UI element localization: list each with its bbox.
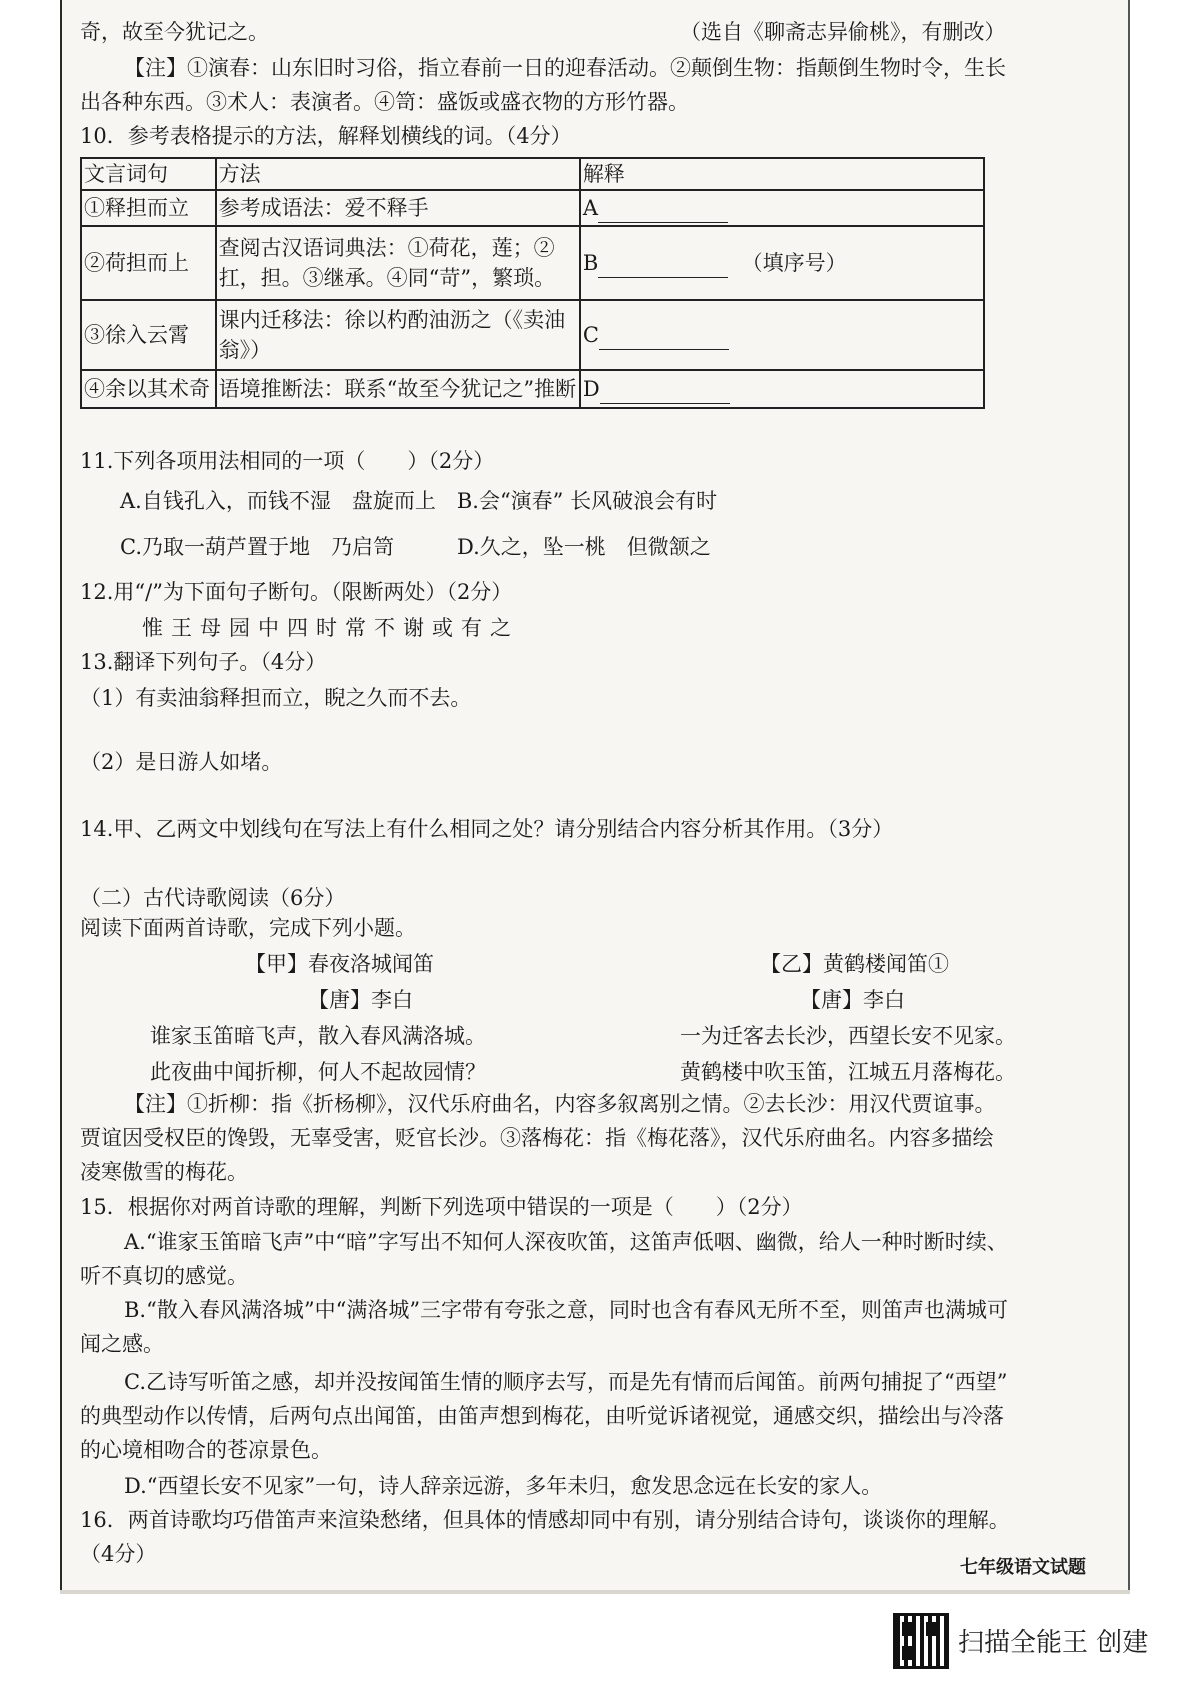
table-cell-answer xyxy=(580,300,984,370)
table-cell-answer xyxy=(580,190,984,226)
poem-2-line-2: 黄鹤楼中吹玉笛，江城五月落梅花。 xyxy=(680,1060,1016,1084)
table-header: 解释 xyxy=(580,158,984,190)
poem-1-line-2: 此夜曲中闻折柳，何人不起故园情？ xyxy=(150,1060,486,1084)
poem-2-author: 【唐】李白 xyxy=(800,988,905,1012)
answer-blank[interactable] xyxy=(600,383,730,404)
table-cell-answer xyxy=(580,226,984,300)
section-2-intro: 阅读下面两首诗歌，完成下列小题。 xyxy=(80,916,416,940)
page-bottom-edge xyxy=(60,1590,1130,1594)
answer-blank[interactable] xyxy=(598,257,728,278)
table-cell-method: 课内迁移法：徐以杓酌油沥之（《卖油翁》） xyxy=(216,300,580,370)
answer-letter: A xyxy=(582,196,598,220)
question-11: 11.下列各项用法相同的一项（ ）（2分） xyxy=(80,449,495,473)
table-row xyxy=(81,370,984,408)
table-cell-phrase: ④余以其术奇 xyxy=(81,370,216,408)
note-1-line-b: 出各种东西。③术人：表演者。④笥：盛饭或盛衣物的方形竹器。 xyxy=(80,90,689,114)
question-16: 16．两首诗歌均巧借笛声来渲染愁绪，但具体的情感却同中有别，请分别结合诗句，谈谈你的理解。 xyxy=(80,1508,1010,1532)
q10-table xyxy=(80,157,985,409)
poem-2-line-1: 一为迁客去长沙，西望长安不见家。 xyxy=(680,1024,1016,1048)
passage-end-line: 奇，故至今犹记之。 xyxy=(80,20,269,44)
table-cell-phrase: ②荷担而上 xyxy=(81,226,216,300)
table-cell-method: 查阅古汉语词典法：①荷花，莲；②扛，担。③继承。④同“苛”，繁琐。 xyxy=(216,226,580,300)
scanner-watermark: 扫描全能王 创建 xyxy=(958,1628,1149,1658)
table-row xyxy=(81,190,984,226)
section-2-title: （二）古代诗歌阅读（6分） xyxy=(80,886,346,910)
poem-2-title: 【乙】黄鹤楼闻笛① xyxy=(760,952,949,976)
table-row xyxy=(81,300,984,370)
q13-item-1: （1）有卖油翁释担而立，睨之久而不去。 xyxy=(80,686,472,710)
question-16-score: （4分） xyxy=(80,1542,157,1566)
q15-option-a-2: 听不真切的感觉。 xyxy=(80,1264,248,1288)
note-2-line-c: 凌寒傲雪的梅花。 xyxy=(80,1160,248,1184)
question-10: 10．参考表格提示的方法，解释划横线的词。（4分） xyxy=(80,124,572,148)
answer-blank[interactable] xyxy=(599,329,729,350)
source-citation: （选自《聊斋志异偷桃》，有删改） xyxy=(680,20,1006,44)
q15-option-c-1: C.乙诗写听笛之感，却并没按闻笛生情的顺序去写，而是先有情而后闻笛。前两句捕捉了“西望” xyxy=(124,1370,1008,1394)
poem-1-line-1: 谁家玉笛暗飞声，散入春风满洛城。 xyxy=(150,1024,486,1048)
note-2-line-b: 贾谊因受权臣的馋毁，无辜受害，贬官长沙。③落梅花：指《梅花落》，汉代乐府曲名。内容多描绘 xyxy=(80,1126,994,1150)
note-2-line-a: 【注】①折柳：指《折杨柳》，汉代乐府曲名，内容多叙离别之情。②去长沙：用汉代贾谊事。 xyxy=(124,1092,996,1116)
question-12: 12.用“/”为下面句子断句。（限断两处）（2分） xyxy=(80,580,513,604)
exam-page xyxy=(60,0,1130,1590)
table-header-row xyxy=(81,158,984,190)
q11-options-cd: C.乃取一葫芦置于地 乃启笥 D.久之，坠一桃 但微颔之 xyxy=(120,535,711,559)
table-cell-phrase: ①释担而立 xyxy=(81,190,216,226)
poem-1-title: 【甲】春夜洛城闻笛 xyxy=(245,952,434,976)
table-header: 方法 xyxy=(216,158,580,190)
answer-letter: B xyxy=(582,251,599,275)
answer-letter: C xyxy=(582,323,599,347)
table-row xyxy=(81,226,984,300)
q15-option-c-3: 的心境相吻合的苍凉景色。 xyxy=(80,1438,332,1462)
q15-option-b-2: 闻之感。 xyxy=(80,1332,164,1356)
q15-option-a-1: A.“谁家玉笛暗飞声”中“暗”字写出不知何人深夜吹笛，这笛声低咽、幽微，给人一种时断时续、 xyxy=(124,1230,1008,1254)
table-header: 文言词句 xyxy=(81,158,216,190)
table-cell-phrase: ③徐入云霄 xyxy=(81,300,216,370)
q15-option-d: D.“西望长安不见家”一句，诗人辞亲远游，多年未归，愈发思念远在长安的家人。 xyxy=(124,1474,883,1498)
question-13: 13.翻译下列句子。（4分） xyxy=(80,650,327,674)
page-label: 七年级语文试题 xyxy=(960,1557,1086,1578)
q15-option-c-2: 的典型动作以传情，后两句点出闻笛，由笛声想到梅花，由听觉诉诸视觉，通感交织，描绘出与冷落 xyxy=(80,1404,1004,1428)
question-14: 14.甲、乙两文中划线句在写法上有什么相同之处？请分别结合内容分析其作用。（3分） xyxy=(80,817,894,841)
qr-code-icon xyxy=(893,1613,949,1669)
q13-item-2: （2）是日游人如堵。 xyxy=(80,750,283,774)
table-cell-method: 语境推断法：联系“故至今犹记之”推断 xyxy=(216,370,580,408)
answer-blank[interactable] xyxy=(598,202,728,223)
q12-sentence: 惟王母园中四时常不谢或有之 xyxy=(142,616,519,640)
poem-1-author: 【唐】李白 xyxy=(308,988,413,1012)
answer-letter: D xyxy=(582,377,600,401)
fill-number-hint: （填序号） xyxy=(741,251,847,275)
q15-option-b-1: B.“散入春风满洛城”中“满洛城”三字带有夸张之意，同时也含有春风无所不至，则笛声也满城可 xyxy=(124,1298,1009,1322)
table-cell-answer xyxy=(580,370,984,408)
table-cell-method: 参考成语法：爱不释手 xyxy=(216,190,580,226)
question-15: 15．根据你对两首诗歌的理解，判断下列选项中错误的一项是（ ）（2分） xyxy=(80,1195,803,1219)
note-1-line-a: 【注】①演春：山东旧时习俗，指立春前一日的迎春活动。②颠倒生物：指颠倒生物时令，生长 xyxy=(124,56,1006,80)
q11-options-ab: A.自钱孔入，而钱不湿 盘旋而上 B.会“演春” 长风破浪会有时 xyxy=(120,489,718,513)
